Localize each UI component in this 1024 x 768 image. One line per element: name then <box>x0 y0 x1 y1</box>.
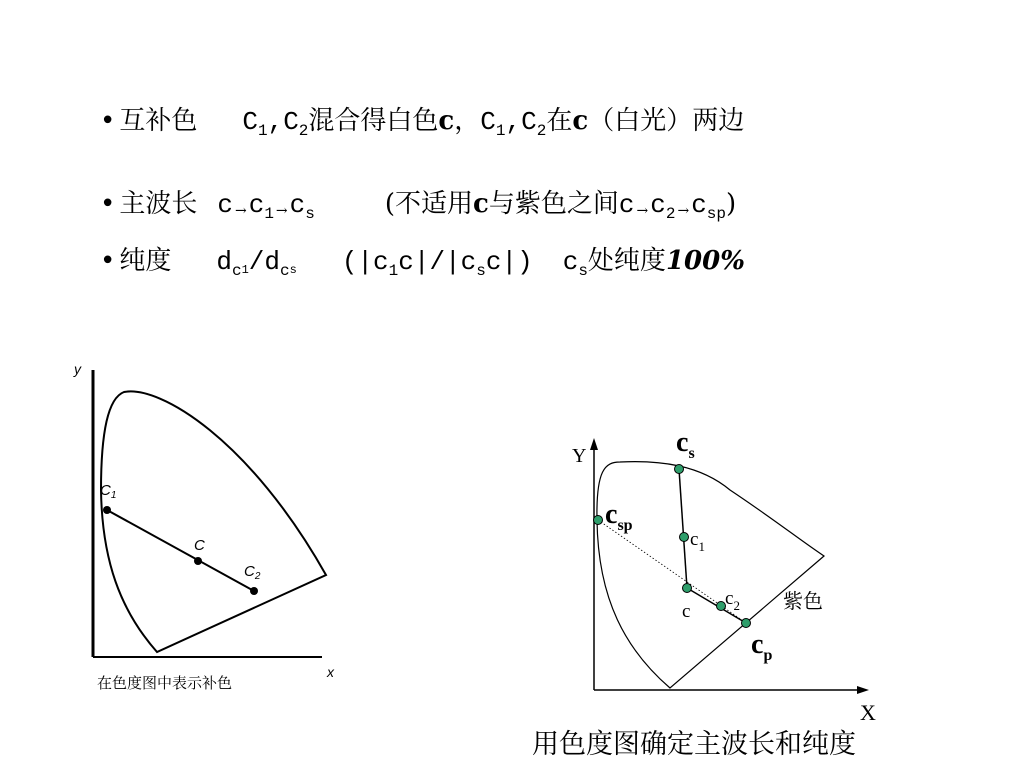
at-text: 在 <box>546 106 573 136</box>
note-close: ) <box>726 189 737 219</box>
right-label-c: c <box>682 601 691 622</box>
c-bold: c <box>473 189 489 219</box>
arrow: → <box>677 203 690 219</box>
arrow: → <box>275 203 288 219</box>
c-symbol: c <box>691 190 707 220</box>
c-bold: c <box>438 106 455 136</box>
d-symbol: d <box>264 247 280 277</box>
arrow: → <box>234 203 247 219</box>
right-label-c1-main: c <box>690 529 699 550</box>
right-label-c2 <box>725 588 740 613</box>
right-label-purple: 紫色 <box>783 589 823 613</box>
subscript: sp <box>706 205 726 223</box>
c-symbol: C <box>521 107 537 137</box>
right-dominant-line <box>679 469 687 588</box>
c-symbol: C <box>242 107 258 137</box>
subscript: s <box>578 262 588 280</box>
subscript-index: 1 <box>241 263 249 277</box>
right-spectral-locus <box>597 462 824 688</box>
comma: , <box>505 107 522 137</box>
right-label-cp-main: c <box>751 629 764 660</box>
right-label-c2-sub: 2 <box>733 598 740 613</box>
right-label-csp-main: c <box>605 499 618 530</box>
subscript: 1 <box>264 205 274 223</box>
subscript-c: c <box>231 262 242 280</box>
subscript: 1 <box>388 262 399 280</box>
right-label-c1-sub: 1 <box>698 539 705 554</box>
term-complementary: 互补色 <box>119 106 198 136</box>
separator: ， <box>454 106 481 136</box>
subscript-c: c <box>280 262 290 280</box>
left-y-label: y <box>74 361 81 377</box>
tail-text: （白光）两边 <box>588 106 745 136</box>
note-mid: 与紫色之间 <box>488 189 619 219</box>
subscript-index: s <box>289 263 297 277</box>
arrow: → <box>636 203 649 219</box>
c-symbol: c <box>289 190 306 220</box>
right-point-c <box>683 584 692 593</box>
right-point-cs <box>675 465 684 474</box>
left-label-c1-sub: 1 <box>110 490 117 501</box>
right-label-c2-main: c <box>725 588 734 609</box>
ratio-close: c|) <box>485 247 533 277</box>
right-x-axis-arrowhead <box>857 686 869 694</box>
purity-location-text: 处纯度 <box>587 246 666 276</box>
right-y-label: Y <box>572 445 587 467</box>
c-symbol: c <box>650 190 666 220</box>
term-purity: 纯度 <box>119 246 172 276</box>
subscript: 2 <box>298 122 309 140</box>
left-caption: 在色度图中表示补色 <box>97 674 233 692</box>
c-symbol: c <box>460 247 477 277</box>
left-x-label: x <box>327 664 334 680</box>
right-label-c1 <box>690 529 705 554</box>
left-label-c1-main: C <box>100 482 111 499</box>
bullet-dot: • <box>100 106 116 136</box>
left-label-c: C <box>194 537 205 554</box>
c-symbol: C <box>480 107 496 137</box>
right-label-cs-main: c <box>676 427 689 458</box>
right-label-cp-sub: p <box>763 647 773 664</box>
right-y-axis-arrowhead <box>590 438 598 450</box>
c-symbol: c <box>248 190 265 220</box>
d-symbol: d <box>216 247 232 277</box>
right-label-csp-sub: sp <box>617 517 633 534</box>
right-point-c1 <box>680 533 689 542</box>
comma: , <box>267 107 284 137</box>
subscript: 1 <box>495 122 506 140</box>
c-symbol: c <box>618 190 635 220</box>
right-label-csp <box>605 499 633 534</box>
c-symbol: c <box>562 247 579 277</box>
c-symbol: c <box>217 190 233 220</box>
c-symbol: c <box>373 247 389 277</box>
right-point-cp <box>742 619 751 628</box>
purity-100-percent: 100% <box>665 246 745 276</box>
note-open: (不适用 <box>384 189 474 219</box>
subscript: 2 <box>665 205 676 223</box>
left-label-c2-sub: 2 <box>254 571 261 582</box>
slash: / <box>248 247 265 277</box>
right-x-label: X <box>860 700 876 725</box>
mix-text: 混合得白色 <box>308 106 439 136</box>
right-label-cs <box>676 427 695 462</box>
right-label-cs-sub: s <box>688 445 695 462</box>
right-caption: 用色度图确定主波长和纯度 <box>532 729 856 760</box>
right-label-cp <box>751 629 772 664</box>
left-label-c2-main: C <box>244 563 255 580</box>
subscript: s <box>305 205 315 223</box>
subscript: 2 <box>536 122 547 140</box>
c-symbol: C <box>283 107 299 137</box>
subscript: s <box>476 262 486 280</box>
subscript: 1 <box>257 122 268 140</box>
right-point-csp <box>594 516 603 525</box>
c-bold: c <box>572 106 589 136</box>
bullet-dot: • <box>100 246 116 276</box>
bullet-dot: • <box>100 189 116 219</box>
ratio-open: (| <box>341 247 374 277</box>
term-dominant-wavelength: 主波长 <box>119 189 198 219</box>
ratio-mid: c|/| <box>398 247 461 277</box>
